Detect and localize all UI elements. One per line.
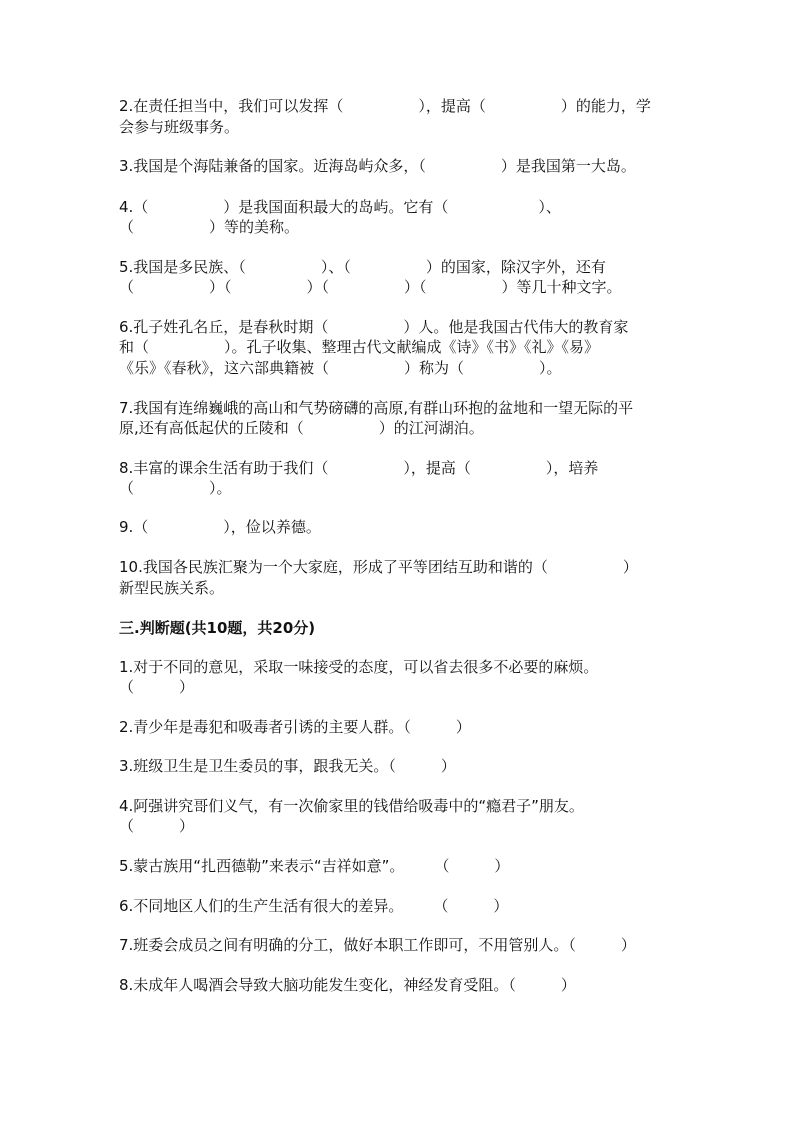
q8-line1: 8.丰富的课余生活有助于我们（ ），提高（ ），培养 (119, 459, 599, 477)
tf-item-6: 6.不同地区人们的生产生活有很大的差异。 （ ） (119, 897, 509, 915)
tf-item-3: 3.班级卫生是卫生委员的事，跟我无关。（ ） (119, 757, 456, 775)
q8-line2: （ ）。 (119, 479, 232, 497)
q5-line2: （ ）（ ）（ ）（ ）等几十种文字。 (119, 278, 622, 296)
tf-item-2: 2.青少年是毒犯和吸毒者引诱的主要人群。（ ） (119, 718, 471, 736)
q7-line2: 原,还有高低起伏的丘陵和（ ）的江河湖泊。 (119, 419, 484, 437)
tf-item-5: 5.蒙古族用“扎西德勒”来表示“吉祥如意”。 （ ） (119, 857, 510, 875)
q7-line1: 7.我国有连绵巍峨的高山和气势磅礴的高原,有群山环抱的盆地和一望无际的平 (119, 399, 634, 417)
tf-item-1-line1: 1.对于不同的意见，采取一味接受的态度，可以省去很多不必要的麻烦。 (119, 658, 599, 676)
q9-line1: 9.（ ），俭以养德。 (119, 518, 321, 536)
q3-line1: 3.我国是个海陆兼备的国家。近海岛屿众多，（ ）是我国第一大岛。 (119, 157, 636, 175)
tf-item-1-line2: （ ） (119, 678, 195, 696)
q10-line1: 10.我国各民族汇聚为一个大家庭，形成了平等团结互助和谐的（ ） (119, 558, 638, 576)
q6-line2: 和（ ）。孔子收集、整理古代文献编成《诗》《书》《礼》《易》 (119, 338, 600, 356)
q5-line1: 5.我国是多民族、（ ）、（ ）的国家，除汉字外，还有 (119, 258, 606, 276)
q4-line1: 4.（ ）是我国面积最大的岛屿。它有（ ）、 (119, 198, 561, 216)
tf-item-8: 8.未成年人喝酒会导致大脑功能发生变化，神经发育受阻。（ ） (119, 976, 576, 994)
tf-item-4-line1: 4.阿强讲究哥们义气，有一次偷家里的钱借给吸毒中的“瘾君子”朋友。 (119, 797, 584, 815)
tf-item-4-line2: （ ） (119, 817, 195, 835)
q6-line1: 6.孔子姓孔名丘，是春秋时期（ ）人。他是我国古代伟大的教育家 (119, 318, 629, 336)
q6-line3: 《乐》《春秋》，这六部典籍被（ ）称为（ ）。 (119, 359, 562, 377)
q2-line1: 2.在责任担当中，我们可以发挥（ ），提高（ ）的能力，学 (119, 97, 651, 115)
q4-line2: （ ）等的美称。 (119, 218, 300, 236)
q2-line2: 会参与班级事务。 (119, 118, 240, 136)
tf-item-7: 7.班委会成员之间有明确的分工，做好本职工作即可，不用管别人。（ ） (119, 936, 636, 954)
section-heading: 三.判断题(共10题，共20分) (119, 619, 316, 637)
q10-line2: 新型民族关系。 (119, 579, 225, 597)
